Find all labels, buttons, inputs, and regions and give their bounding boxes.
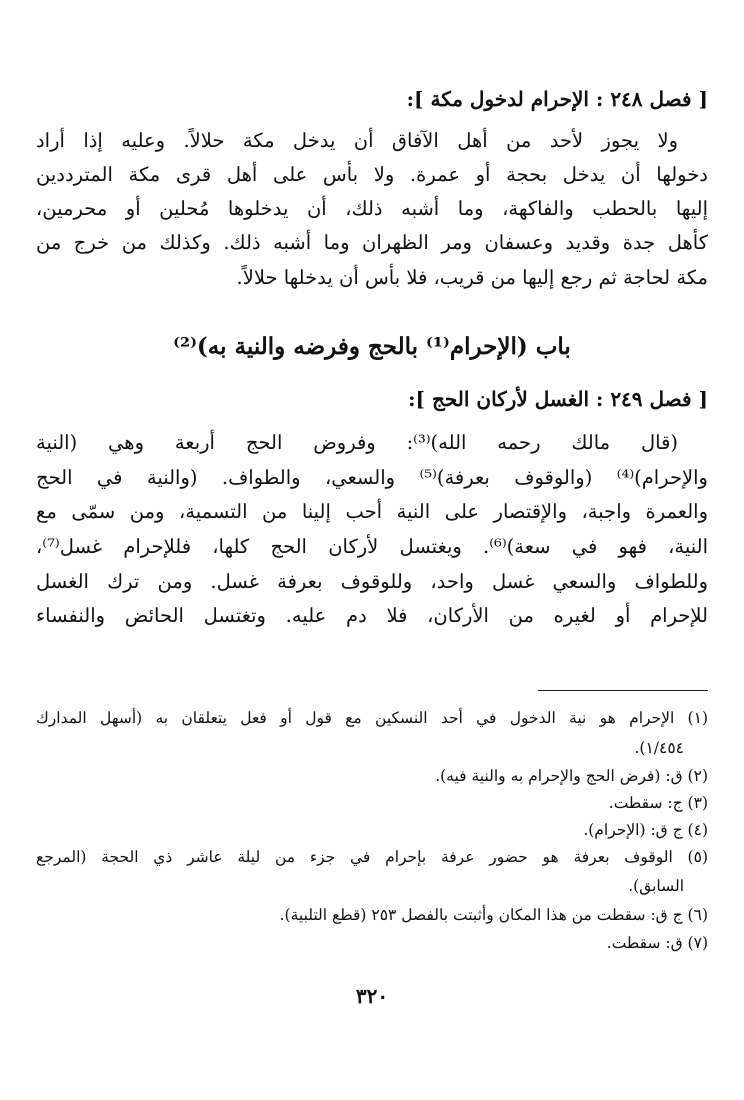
footnote-5-line-2: السابق). xyxy=(628,877,684,895)
footnote-3: (٣) ج: سقطت. xyxy=(608,794,708,812)
footnote-1-line-1: (١) الإحرام هو نية الدخول في أحد النسكين مع قول أو فعل يتعلقان به (أسهل المدارك xyxy=(36,709,708,727)
chapter-title: باب (الإحرام⁽¹⁾ بالحج وفرضه والنية به)⁽²⁾ xyxy=(173,333,571,360)
footnote-5-line-1: (٥) الوقوف بعرفة هو حضور عرفة بإحرام في جزء من ليلة عاشر ذي الحجة (المرجع xyxy=(36,848,708,866)
section-248-line-2: دخولها أن يدخل بحجة أو عمرة. ولا بأس على أهل قرى مكة المترددين xyxy=(36,163,708,186)
footnote-2: (٢) ق: (فرض الحج والإحرام به والنية فيه). xyxy=(435,767,708,785)
section-248-line-3: إليها بالحطب والفاكهة، وما أشبه ذلك، أن يدخلوها مُحلين أو محرمين، xyxy=(36,197,708,220)
footnote-separator xyxy=(538,690,708,691)
section-248-line-5: مكة لحاجة ثم رجع إليها من قريب، فلا بأس أن يدخلها حلالاً. xyxy=(236,266,708,289)
footnote-7: (٧) ق: سقطت. xyxy=(606,934,708,952)
footnote-6: (٦) ج ق: سقطت من هذا المكان وأثبتت بالفصل ٢٥٣ (قطع التلبية). xyxy=(279,906,708,924)
section-249-line-5: وللطواف والسعي غسل واحد، وللوقوف بعرفة غسل. ومن ترك الغسل xyxy=(36,570,708,593)
footnote-1-line-2: ١/٤٥٤). xyxy=(634,739,684,757)
section-249-line-4: النية، فهو في سعة)⁽⁶⁾. ويغتسل لأركان الحج كلها، فللإحرام غسل⁽⁷⁾، xyxy=(36,535,708,558)
section-249-heading: [ فصل ٢٤٩ : الغسل لأركان الحج ]: xyxy=(408,387,708,411)
section-249-line-3: والعمرة واجبة، والإقتصار على النية أحب إلينا من التسمية، ومن سمّى مع xyxy=(36,500,708,523)
section-249-line-1: (قال مالك رحمه الله)⁽³⁾: وفروض الحج أربعة وهي (النية xyxy=(36,431,678,454)
footnote-4: (٤) ج ق: (الإحرام). xyxy=(583,821,708,839)
section-248-line-4: كأهل جدة وقديد وعسفان ومر الظهران وما أشبه ذلك. وكذلك من خرج من xyxy=(36,231,708,254)
section-248-line-1: ولا يجوز لأحد من أهل الآفاق أن يدخل مكة حلالاً. وعليه إذا أراد xyxy=(36,129,678,152)
section-249-line-6: للإحرام أو لغيره من الأركان، فلا دم عليه. وتغتسل الحائض والنفساء xyxy=(36,604,708,627)
section-248-heading: [ فصل ٢٤٨ : الإحرام لدخول مكة ]: xyxy=(406,87,708,111)
page-number: ٣٢٠ xyxy=(355,984,389,1008)
section-249-line-2: والإحرام)⁽⁴⁾ (والوقوف بعرفة)⁽⁵⁾ والسعي، والطواف. (والنية في الحج xyxy=(36,466,708,489)
